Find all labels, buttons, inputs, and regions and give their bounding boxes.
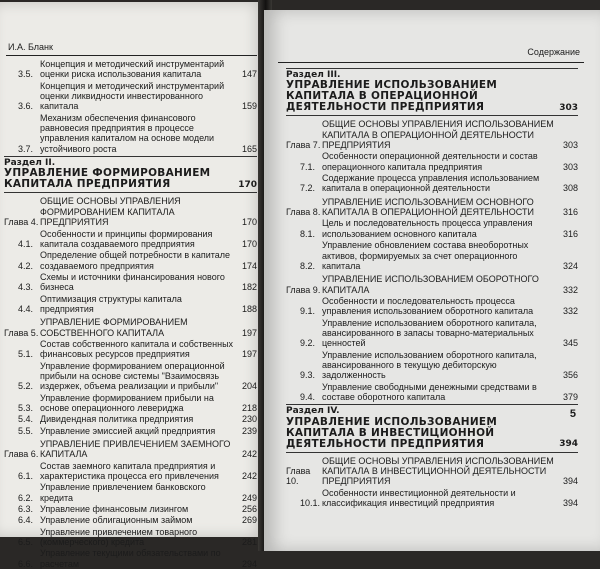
running-head-contents: Содержание	[527, 47, 580, 57]
page-number-ref: 197	[241, 327, 257, 338]
section-entry	[4, 158, 257, 190]
chapter-label: Глава 7.	[286, 140, 321, 151]
page-number-ref: 256	[241, 504, 257, 515]
header-rule	[6, 55, 257, 56]
subsection-title: Особенности операционной деятельности и состав операционного капитала предприятия	[322, 151, 538, 172]
chapter-entry	[286, 274, 578, 295]
chapter-label: Глава 4.	[4, 217, 39, 228]
subsection-title: Управление формированием прибыли на основе операционного левериджа	[40, 392, 214, 413]
page-number-ref: 281	[241, 537, 257, 548]
section-entry	[286, 406, 578, 449]
subsection-number: 3.7.	[18, 143, 34, 154]
page-number-ref: 394	[559, 439, 578, 450]
subsection-title: Управление свободными денежными средствами в составе оборотного капитала	[322, 381, 537, 402]
page-number-ref: 204	[241, 381, 257, 392]
page-number-ref: 165	[241, 143, 257, 154]
subsection-title: Состав собственного капитала и собственных финансовых ресурсов предприятия	[40, 338, 234, 360]
section-label: Раздел IV.	[286, 406, 340, 417]
page-number-ref: 394	[562, 498, 578, 509]
subsection-title: Управление использованием оборотного капитала, авансированного в текущую дебиторскую задолженность	[322, 349, 537, 381]
chapter-label: Глава 5.	[4, 327, 39, 338]
page-number-ref: 332	[562, 284, 578, 295]
subsection-entry	[4, 515, 257, 525]
page-number-ref: 345	[562, 338, 578, 349]
chapter-entry	[286, 456, 578, 487]
subsection-number: 5.5.	[18, 425, 34, 436]
section-separator	[286, 452, 578, 453]
subsection-title: Управление привлечением банковского кредита	[40, 482, 206, 503]
subsection-number: 5.2.	[18, 381, 34, 392]
chapter-entry	[286, 119, 578, 150]
subsection-number: 9.4.	[300, 391, 316, 402]
subsection-title: Определение общей потребности в капитале создаваемого предприятия	[40, 250, 231, 271]
page-number-ref: 147	[241, 69, 257, 80]
subsection-title: Механизм обеспечения финансового равновесия предприятия в процессе управления капиталом на основе модели устойчивого роста	[40, 112, 215, 154]
subsection-title: Дивидендная политика предприятия	[40, 414, 194, 425]
page-number-ref: 303	[559, 103, 578, 114]
section-title: УПРАВЛЕНИЕ ИСПОЛЬЗОВАНИЕМ КАПИТАЛА В ОПЕРАЦИОННОЙ ДЕЯТЕЛЬНОСТИ ПРЕДПРИЯТИЯ	[286, 79, 498, 114]
subsection-entry	[4, 272, 257, 293]
section-label: Раздел II.	[4, 158, 56, 169]
page-number-ref: 316	[562, 207, 578, 218]
toc-left	[4, 58, 257, 569]
chapter-label: Глава 8.	[286, 207, 321, 218]
page-number-ref: 294	[241, 558, 257, 569]
subsection-title: Управление формированием операционной прибыли на основе системы "Взаимосвязь издержек, объема реализации и прибыли"	[40, 360, 225, 392]
section-title: УПРАВЛЕНИЕ ИСПОЛЬЗОВАНИЕМ КАПИТАЛА В ИНВЕСТИЦИОННОЙ ДЕЯТЕЛЬНОСТИ ПРЕДПРИЯТИЯ	[286, 415, 498, 450]
page-number-ref: 308	[562, 183, 578, 194]
subsection-number: 6.1.	[18, 471, 34, 482]
subsection-number: 5.4.	[18, 414, 34, 425]
subsection-title: Цель и последовательность процесса управления использованием основного капитала	[322, 218, 533, 239]
subsection-number: 4.1.	[18, 238, 34, 249]
subsection-title: Концепция и методический инструментарий оценки ликвидности инвестированного капитала	[40, 80, 225, 112]
section-separator	[4, 192, 257, 193]
subsection-entry	[4, 339, 257, 360]
subsection-number: 9.1.	[300, 306, 316, 317]
chapter-title: УПРАВЛЕНИЕ ПРИВЛЕЧЕНИЕМ ЗАЕМНОГО КАПИТАЛА	[40, 439, 231, 460]
chapter-entry	[286, 197, 578, 218]
page-number-ref: 303	[562, 161, 578, 172]
subsection-title: Управление облигационным займом	[40, 515, 193, 526]
chapter-entry	[4, 439, 257, 460]
subsection-entry	[286, 382, 578, 403]
page-number-ref: 249	[241, 492, 257, 503]
subsection-entry	[286, 218, 578, 239]
subsection-title: Особенности и последовательность процесса управления использованием оборотного капитала	[322, 295, 534, 317]
page-number-ref: 230	[241, 414, 257, 425]
subsection-number: 6.5.	[18, 537, 34, 548]
subsection-title: Состав заемного капитала предприятия и характеристика процесса его привлечения	[40, 460, 219, 482]
page-number-ref: 379	[562, 391, 578, 402]
page-number-ref: 269	[241, 515, 257, 526]
subsection-number: 3.6.	[18, 101, 34, 112]
subsection-number: 6.2.	[18, 492, 34, 503]
header-rule	[278, 62, 584, 63]
page-number-ref: 242	[241, 449, 257, 460]
subsection-entry	[4, 482, 257, 503]
page-number-ref: 159	[241, 101, 257, 112]
page-number-ref: 242	[241, 471, 257, 482]
subsection-title: Управление привлечением товарного (коммерческого) кредита	[40, 526, 198, 548]
chapter-label: Глава 6.	[4, 449, 39, 460]
subsection-entry	[286, 350, 578, 381]
subsection-entry	[4, 414, 257, 424]
subsection-title: Схемы и источники финансирования нового бизнеса	[40, 271, 225, 293]
section-separator	[286, 404, 578, 405]
subsection-entry	[4, 527, 257, 548]
subsection-entry	[4, 504, 257, 514]
subsection-number: 9.2.	[300, 338, 316, 349]
section-title: УПРАВЛЕНИЕ ФОРМИРОВАНИЕМ КАПИТАЛА ПРЕДПРИЯТИЯ	[4, 167, 211, 191]
chapter-title: УПРАВЛЕНИЕ ИСПОЛЬЗОВАНИЕМ ОБОРОТНОГО КАПИТАЛА	[322, 274, 539, 295]
section-entry	[286, 70, 578, 113]
page-number-ref: 174	[241, 260, 257, 271]
subsection-title: Управление обновлением состава внеоборотных активов, формируемых за счет операционного капитала	[322, 240, 529, 271]
chapter-entry	[4, 317, 257, 338]
subsection-number: 6.4.	[18, 515, 34, 526]
section-separator	[4, 156, 257, 157]
subsection-entry	[4, 548, 257, 569]
subsection-number: 3.5.	[18, 69, 34, 80]
page-number-ref: 188	[241, 303, 257, 314]
subsection-number: 9.3.	[300, 370, 316, 381]
page-number-ref: 316	[562, 228, 578, 239]
subsection-title: Особенности и принципы формирования капитала создаваемого предприятия	[40, 228, 213, 249]
subsection-title: Концепция и методический инструментарий оценки риска использования капитала	[40, 59, 225, 80]
subsection-entry	[4, 461, 257, 482]
subsection-entry	[4, 294, 257, 315]
section-title-row	[286, 80, 578, 113]
chapter-label: Глава 10.	[286, 466, 311, 487]
subsection-number: 5.1.	[18, 349, 34, 360]
subsection-number: 4.2.	[18, 260, 34, 271]
subsection-entry	[286, 151, 578, 172]
page-number-ref: 356	[562, 370, 578, 381]
page-number-ref: 170	[241, 238, 257, 249]
subsection-title: Управление эмиссией акций предприятия	[40, 425, 216, 436]
subsection-number: 10.1.	[300, 498, 321, 509]
subsection-entry	[286, 173, 578, 194]
chapter-entry	[4, 196, 257, 227]
page-number-ref: 170	[241, 217, 257, 228]
subsection-number: 6.6.	[18, 558, 34, 569]
subsection-number: 4.3.	[18, 282, 34, 293]
page-number-ref: 170	[238, 180, 257, 191]
subsection-number: 7.1.	[300, 161, 316, 172]
subsection-entry	[286, 488, 578, 509]
toc-right	[286, 66, 578, 508]
section-separator	[286, 115, 578, 116]
subsection-entry	[4, 81, 257, 112]
running-head-author: И.А. Бланк	[8, 42, 53, 52]
subsection-title: Управление текущими обязательствами по расчетам	[40, 548, 221, 569]
subsection-title: Управление финансовым лизингом	[40, 504, 189, 515]
page-number-ref: 394	[562, 476, 578, 487]
subsection-entry	[286, 296, 578, 317]
subsection-number: 8.1.	[300, 228, 316, 239]
subsection-entry	[4, 393, 257, 414]
section-title-row	[4, 168, 257, 190]
subsection-number: 6.3.	[18, 504, 34, 515]
subsection-number: 8.2.	[300, 260, 316, 271]
chapter-title: ОБЩИЕ ОСНОВЫ УПРАВЛЕНИЯ ФОРМИРОВАНИЕМ КАПИТАЛА ПРЕДПРИЯТИЯ	[40, 196, 181, 228]
subsection-entry	[4, 426, 257, 436]
page-number-ref: 303	[562, 140, 578, 151]
subsection-entry	[4, 361, 257, 392]
page-number-ref: 239	[241, 425, 257, 436]
subsection-entry	[286, 240, 578, 271]
subsection-entry	[4, 229, 257, 250]
subsection-title: Управление использованием оборотного капитала, авансированного в запасы товарно-материальных ценностей	[322, 317, 537, 349]
subsection-entry	[4, 113, 257, 154]
page-number-ref: 324	[562, 260, 578, 271]
right-page	[264, 10, 600, 551]
subsection-title: Содержание процесса управления использованием капитала в операционной деятельности	[322, 173, 540, 194]
page-number: 5	[569, 408, 576, 420]
subsection-entry	[4, 250, 257, 271]
subsection-entry	[4, 59, 257, 80]
page-number-ref: 332	[562, 306, 578, 317]
subsection-title: Оптимизация структуры капитала предприятия	[40, 293, 182, 314]
chapter-label: Глава 9.	[286, 284, 321, 295]
subsection-number: 4.4.	[18, 303, 34, 314]
chapter-title: ОБЩИЕ ОСНОВЫ УПРАВЛЕНИЯ ИСПОЛЬЗОВАНИЕМ КАПИТАЛА В ИНВЕСТИЦИОННОЙ ДЕЯТЕЛЬНОСТИ ПРЕДПРИЯТИЯ	[322, 455, 554, 487]
chapter-title: ОБЩИЕ ОСНОВЫ УПРАВЛЕНИЯ ИСПОЛЬЗОВАНИЕМ КАПИТАЛА В ОПЕРАЦИОННОЙ ДЕЯТЕЛЬНОСТИ ПРЕДПРИЯТИЯ	[322, 119, 554, 151]
page-number-ref: 182	[241, 282, 257, 293]
subsection-number: 5.3.	[18, 403, 34, 413]
page-number-ref: 218	[241, 403, 257, 413]
subsection-entry	[286, 318, 578, 349]
section-title-row	[286, 417, 578, 450]
section-label: Раздел III.	[286, 70, 341, 80]
left-page	[0, 2, 265, 569]
chapter-title: УПРАВЛЕНИЕ ИСПОЛЬЗОВАНИЕМ ОСНОВНОГО КАПИТАЛА В ОПЕРАЦИОННОЙ ДЕЯТЕЛЬНОСТИ	[322, 196, 534, 218]
chapter-title: УПРАВЛЕНИЕ ФОРМИРОВАНИЕМ СОБСТВЕННОГО КАПИТАЛА	[40, 317, 188, 338]
section-separator	[286, 68, 578, 69]
subsection-number: 7.2.	[300, 183, 316, 194]
subsection-title: Особенности инвестиционной деятельности и классификация инвестиций предприятия	[322, 487, 516, 509]
page-number-ref: 197	[241, 349, 257, 360]
